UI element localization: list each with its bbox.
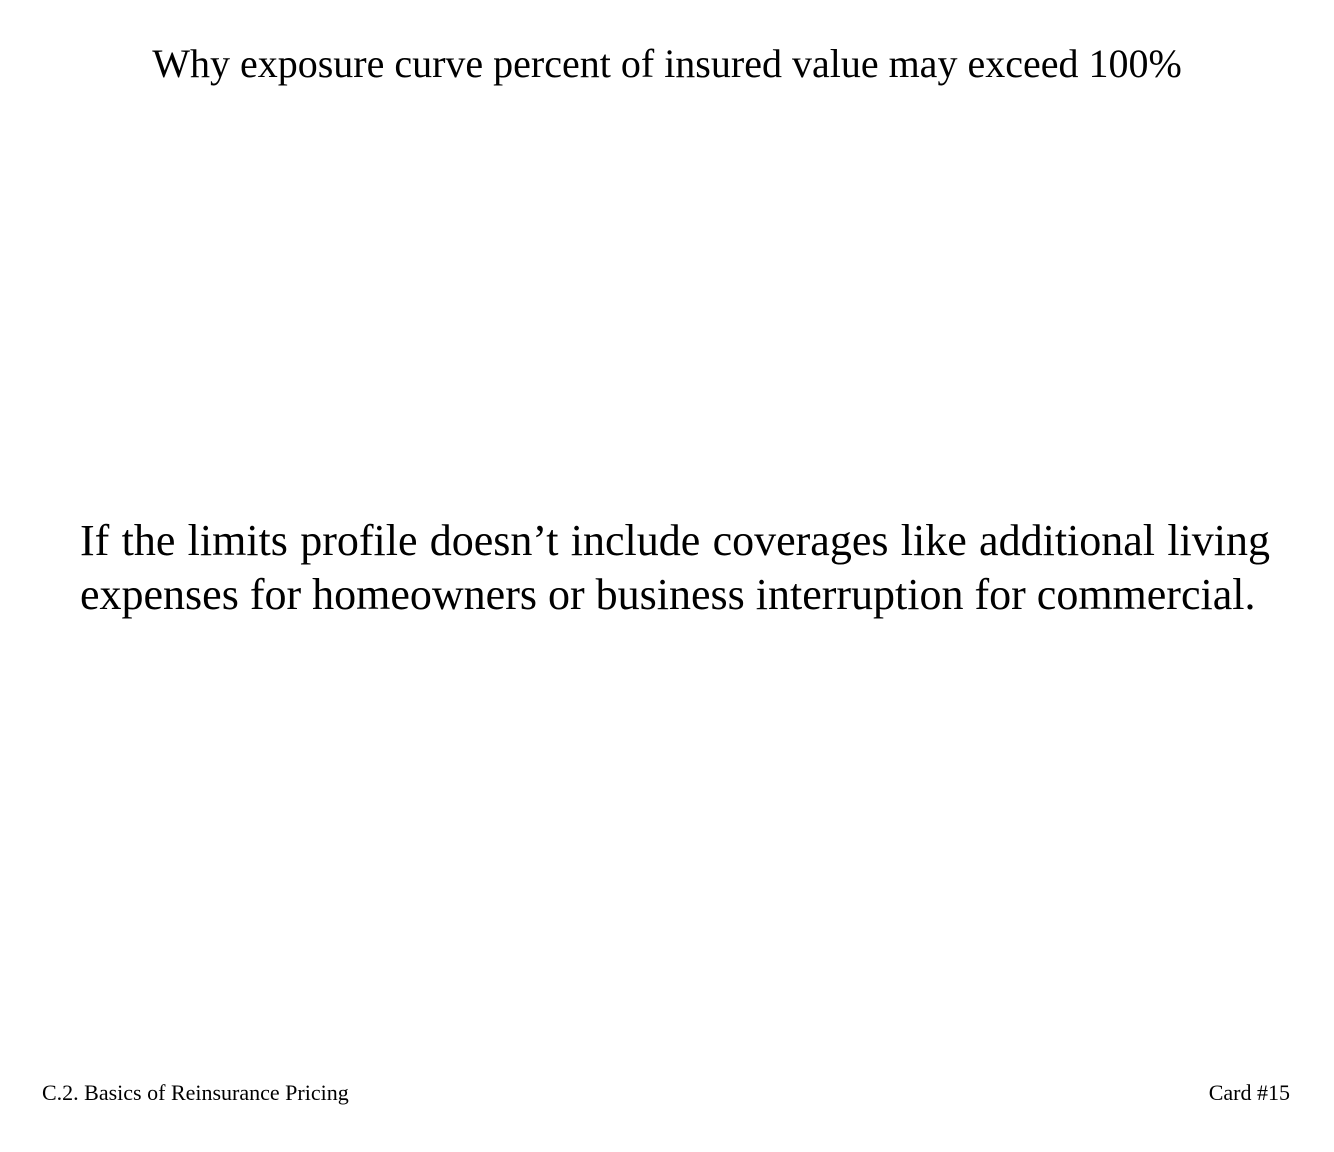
card-title: Why exposure curve percent of insured value may exceed 100%: [152, 41, 1182, 86]
section-label: C.2. Basics of Reinsurance Pricing: [42, 1080, 349, 1105]
card-answer: If the limits profile doesn’t include coverages like additional living expenses for homeowners or business interruption for commercial.: [80, 516, 1270, 619]
card-number: Card #15: [1208, 1080, 1290, 1105]
